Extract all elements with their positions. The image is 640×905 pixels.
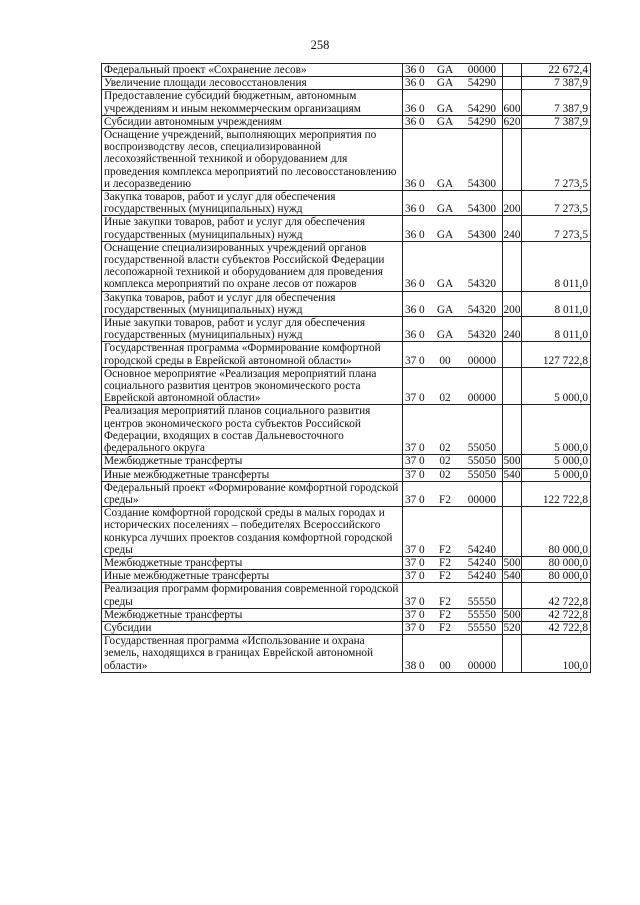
program-code: 38 [405, 659, 417, 672]
subprogram-code: 0 [419, 278, 425, 291]
target-article-code-cell [403, 216, 503, 241]
expense-type-cell [503, 405, 522, 455]
expense-code: 55550 [467, 608, 496, 621]
direction-code: GA [436, 177, 454, 190]
subprogram-code: 0 [419, 455, 425, 468]
direction-code: GA [436, 228, 454, 241]
expense-type-cell [503, 507, 522, 557]
target-article-code-cell [403, 556, 503, 569]
expense-type-cell [503, 342, 522, 367]
table-row [102, 556, 591, 569]
table-row [102, 291, 591, 316]
expense-type-cell: 500 [503, 556, 521, 569]
target-article-code-cell [403, 405, 503, 455]
program-code: 37 [405, 354, 417, 367]
table-row [102, 216, 591, 241]
subprogram-code: 0 [419, 608, 425, 621]
expense-code: 54320 [467, 303, 496, 316]
table-row [102, 129, 591, 191]
direction-code: F2 [439, 556, 451, 569]
expense-code: 00000 [467, 392, 496, 405]
expense-type-cell: 600 [503, 90, 522, 115]
target-article-code-cell [403, 241, 503, 291]
direction-code: F2 [439, 570, 451, 583]
target-article-code-cell [403, 129, 503, 191]
program-code: 37 [405, 392, 417, 405]
program-code: 36 [405, 102, 417, 115]
subprogram-code: 0 [419, 77, 425, 90]
direction-code: GA [436, 64, 454, 76]
expense-type-cell [503, 129, 522, 191]
target-article-code-cell [403, 191, 503, 216]
expense-type-cell [503, 635, 522, 673]
expense-type-cell: 620 [503, 115, 521, 128]
table-row [102, 191, 591, 216]
item-name-cell: Иные закупки товаров, работ и услуг для обеспечения государственных (муниципальных) нужд [102, 216, 403, 241]
expense-code: 54320 [467, 329, 496, 342]
program-code: 37 [405, 468, 417, 481]
program-code: 37 [405, 556, 417, 569]
direction-code: 02 [439, 442, 451, 455]
program-code: 36 [405, 329, 417, 342]
budget-table [101, 63, 591, 673]
target-article-code-cell [403, 115, 503, 128]
item-name-cell: Закупка товаров, работ и услуг для обеспечения государственных (муниципальных) нужд [102, 191, 403, 216]
amount-cell: 80 000,0 [522, 507, 591, 557]
expense-code: 55050 [467, 468, 496, 481]
amount-cell: 5 000,0 [522, 468, 591, 481]
expense-code: 54300 [467, 228, 496, 241]
subprogram-code: 0 [419, 303, 425, 316]
program-code: 36 [405, 203, 417, 216]
item-name-cell: Реализация мероприятий планов социального развития центров экономического роста субъектов Российской Федерации, входящих в состав Дальневосточного федерального округа [102, 405, 403, 455]
direction-code: F2 [439, 595, 451, 608]
expense-code: 00000 [467, 64, 496, 76]
amount-cell: 42 722,8 [522, 621, 591, 634]
item-name-cell: Увеличение площади лесовосстановления [102, 77, 403, 90]
direction-code: GA [436, 329, 454, 342]
budget-table-body [102, 64, 591, 673]
item-name-cell: Иные межбюджетные трансферты [102, 468, 403, 481]
amount-cell: 7 387,9 [522, 90, 591, 115]
target-article-code-cell [403, 570, 503, 583]
expense-code: 54320 [467, 278, 496, 291]
expense-code: 55550 [467, 595, 496, 608]
item-name-cell: Межбюджетные трансферты [102, 608, 403, 621]
amount-cell: 8 011,0 [522, 241, 591, 291]
expense-type-cell: 240 [503, 216, 522, 241]
expense-code: 00000 [467, 659, 496, 672]
item-name-cell: Субсидии [102, 621, 403, 634]
expense-type-cell [503, 481, 522, 506]
direction-code: 02 [439, 455, 451, 468]
program-code: 37 [405, 493, 417, 506]
subprogram-code: 0 [419, 659, 425, 672]
target-article-code-cell [403, 367, 503, 405]
amount-cell: 127 722,8 [522, 342, 591, 367]
table-row [102, 77, 591, 90]
target-article-code-cell [403, 77, 503, 90]
item-name-cell: Федеральный проект «Сохранение лесов» [102, 64, 403, 77]
subprogram-code: 0 [419, 442, 425, 455]
item-name-cell: Федеральный проект «Формирование комфортной городской среды» [102, 481, 403, 506]
table-row [102, 635, 591, 673]
direction-code: F2 [439, 493, 451, 506]
item-name-cell: Предоставление субсидий бюджетным, автономным учреждениям и иным некоммерческим организациям [102, 90, 403, 115]
subprogram-code: 0 [419, 102, 425, 115]
table-row [102, 570, 591, 583]
item-name-cell: Государственная программа «Использование и охрана земель, находящихся в границах Еврейской автономной области» [102, 635, 403, 673]
direction-code: F2 [439, 608, 451, 621]
item-name-cell: Государственная программа «Формирование комфортной городской среды в Еврейской автономной области» [102, 342, 403, 367]
subprogram-code: 0 [419, 354, 425, 367]
expense-type-cell [503, 77, 522, 90]
amount-cell: 42 722,8 [522, 583, 591, 608]
amount-cell: 7 387,9 [522, 115, 591, 128]
target-article-code-cell [403, 291, 503, 316]
amount-cell: 7 387,9 [522, 77, 591, 90]
subprogram-code: 0 [419, 543, 425, 556]
expense-code: 54290 [467, 77, 496, 90]
target-article-code-cell [403, 317, 503, 342]
amount-cell: 5 000,0 [522, 367, 591, 405]
direction-code: GA [436, 278, 454, 291]
table-row [102, 90, 591, 115]
program-code: 37 [405, 608, 417, 621]
page-number: 258 [310, 38, 330, 52]
subprogram-code: 0 [419, 203, 425, 216]
subprogram-code: 0 [419, 468, 425, 481]
expense-code: 54300 [467, 203, 496, 216]
expense-code: 00000 [467, 354, 496, 367]
program-code: 37 [405, 570, 417, 583]
expense-code: 54240 [467, 570, 496, 583]
target-article-code-cell [403, 64, 503, 77]
program-code: 37 [405, 543, 417, 556]
direction-code: 02 [439, 392, 451, 405]
subprogram-code: 0 [419, 392, 425, 405]
subprogram-code: 0 [419, 329, 425, 342]
table-row [102, 405, 591, 455]
expense-type-cell [503, 64, 522, 77]
program-code: 36 [405, 278, 417, 291]
expense-code: 55550 [467, 621, 496, 634]
amount-cell: 80 000,0 [522, 570, 591, 583]
program-code: 36 [405, 77, 417, 90]
expense-type-cell: 200 [503, 291, 522, 316]
target-article-code-cell [403, 90, 503, 115]
amount-cell: 80 000,0 [522, 556, 591, 569]
table-row [102, 367, 591, 405]
amount-cell: 8 011,0 [522, 291, 591, 316]
amount-cell: 8 011,0 [522, 317, 591, 342]
program-code: 36 [405, 303, 417, 316]
subprogram-code: 0 [419, 115, 425, 128]
amount-cell: 5 000,0 [522, 455, 591, 468]
item-name-cell: Закупка товаров, работ и услуг для обеспечения государственных (муниципальных) нужд [102, 291, 403, 316]
direction-code: F2 [439, 543, 451, 556]
expense-type-cell: 520 [503, 621, 521, 634]
target-article-code-cell [403, 481, 503, 506]
direction-code: GA [436, 102, 454, 115]
direction-code: GA [436, 115, 454, 128]
expense-type-cell: 540 [503, 468, 521, 481]
subprogram-code: 0 [419, 493, 425, 506]
target-article-code-cell [403, 621, 503, 634]
program-code: 37 [405, 442, 417, 455]
table-row [102, 455, 591, 468]
subprogram-code: 0 [419, 177, 425, 190]
expense-code: 00000 [467, 493, 496, 506]
subprogram-code: 0 [419, 228, 425, 241]
amount-cell: 7 273,5 [522, 129, 591, 191]
amount-cell: 7 273,5 [522, 216, 591, 241]
table-row [102, 342, 591, 367]
program-code: 36 [405, 228, 417, 241]
expense-code: 54290 [467, 115, 496, 128]
amount-cell: 122 722,8 [522, 481, 591, 506]
item-name-cell: Межбюджетные трансферты [102, 455, 403, 468]
subprogram-code: 0 [419, 64, 425, 76]
program-code: 37 [405, 595, 417, 608]
direction-code: 00 [439, 659, 451, 672]
item-name-cell: Оснащение учреждений, выполняющих мероприятия по воспроизводству лесов, специализированной лесохозяйственной техникой и оборудованием для проведения комплекса мероприятий по лесовосстановлению и лесоразведению [102, 129, 403, 191]
direction-code: F2 [439, 621, 451, 634]
amount-cell: 42 722,8 [522, 608, 591, 621]
expense-type-cell: 500 [503, 608, 521, 621]
table-row [102, 64, 591, 77]
table-row [102, 481, 591, 506]
table-row [102, 317, 591, 342]
expense-type-cell [503, 241, 522, 291]
item-name-cell: Оснащение специализированных учреждений органов государственной власти субъектов Российской Федерации лесопожарной техникой и оборудованием для проведения комплекса мероприятий по охране лесов от пожаров [102, 241, 403, 291]
expense-code: 55050 [467, 455, 496, 468]
direction-code: 00 [439, 354, 451, 367]
expense-code: 55050 [467, 442, 496, 455]
target-article-code-cell [403, 507, 503, 557]
direction-code: GA [436, 77, 454, 90]
item-name-cell: Иные закупки товаров, работ и услуг для обеспечения государственных (муниципальных) нужд [102, 317, 403, 342]
target-article-code-cell [403, 455, 503, 468]
expense-type-cell [503, 583, 522, 608]
item-name-cell: Иные межбюджетные трансферты [102, 570, 403, 583]
program-code: 36 [405, 64, 417, 76]
item-name-cell: Создание комфортной городской среды в малых городах и исторических поселениях – победителях Всероссийского конкурса лучших проектов создания комфортной городской среды [102, 507, 403, 557]
table-row [102, 583, 591, 608]
subprogram-code: 0 [419, 570, 425, 583]
expense-code: 54240 [467, 556, 496, 569]
subprogram-code: 0 [419, 556, 425, 569]
program-code: 36 [405, 177, 417, 190]
expense-type-cell: 540 [503, 570, 521, 583]
direction-code: 02 [439, 468, 451, 481]
program-code: 36 [405, 115, 417, 128]
item-name-cell: Межбюджетные трансферты [102, 556, 403, 569]
target-article-code-cell [403, 468, 503, 481]
amount-cell: 5 000,0 [522, 405, 591, 455]
program-code: 37 [405, 455, 417, 468]
target-article-code-cell [403, 583, 503, 608]
target-article-code-cell [403, 635, 503, 673]
target-article-code-cell [403, 608, 503, 621]
item-name-cell: Основное мероприятие «Реализация мероприятий плана социального развития центров экономического роста Еврейской автономной области» [102, 367, 403, 405]
subprogram-code: 0 [419, 595, 425, 608]
subprogram-code: 0 [419, 621, 425, 634]
table-row [102, 507, 591, 557]
expense-type-cell: 240 [503, 317, 522, 342]
expense-code: 54290 [467, 102, 496, 115]
table-row [102, 608, 591, 621]
amount-cell: 22 672,4 [522, 64, 591, 77]
item-name-cell: Реализация программ формирования современной городской среды [102, 583, 403, 608]
table-row [102, 621, 591, 634]
expense-type-cell [503, 367, 522, 405]
expense-type-cell: 200 [503, 191, 522, 216]
target-article-code-cell [403, 342, 503, 367]
amount-cell: 7 273,5 [522, 191, 591, 216]
direction-code: GA [436, 203, 454, 216]
table-row [102, 115, 591, 128]
expense-type-cell: 500 [503, 455, 521, 468]
item-name-cell: Субсидии автономным учреждениям [102, 115, 403, 128]
expense-code: 54240 [467, 543, 496, 556]
table-row [102, 468, 591, 481]
direction-code: GA [436, 303, 454, 316]
table-row [102, 241, 591, 291]
program-code: 37 [405, 621, 417, 634]
expense-code: 54300 [467, 177, 496, 190]
amount-cell: 100,0 [522, 635, 591, 673]
